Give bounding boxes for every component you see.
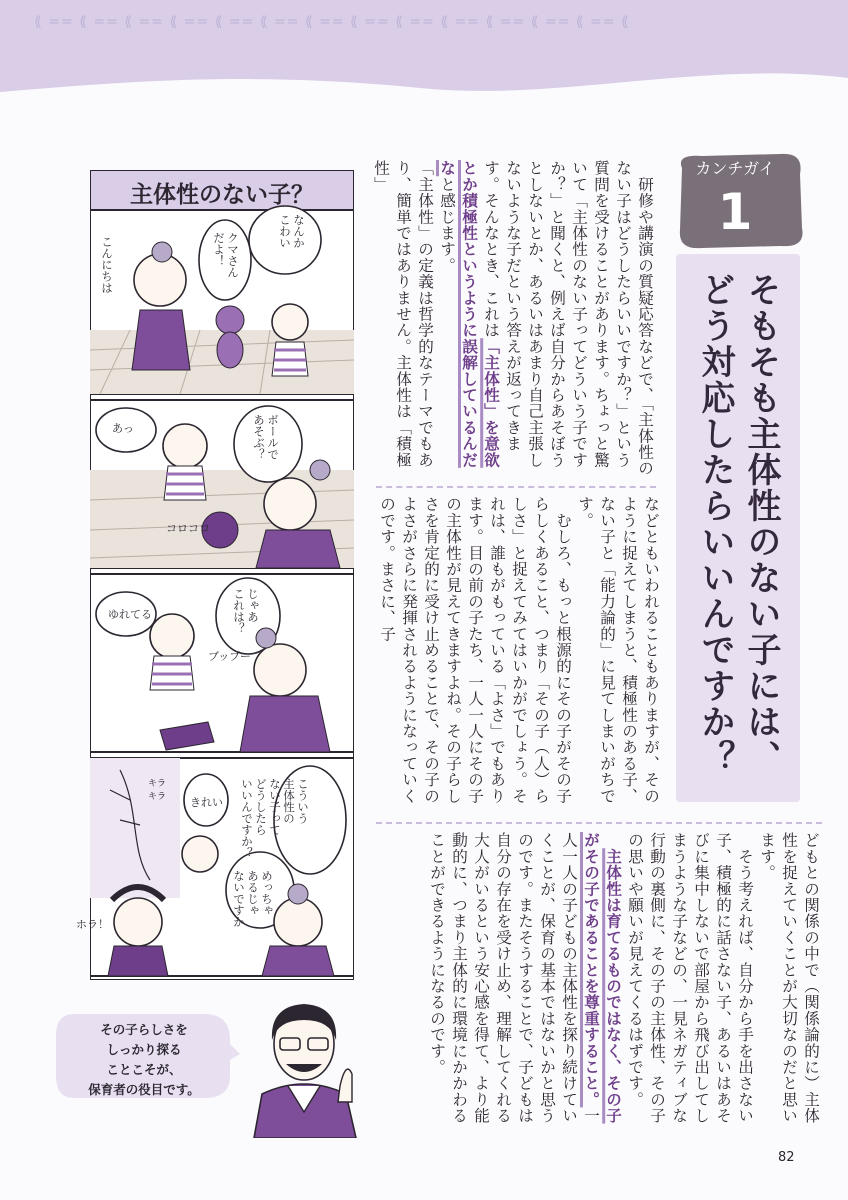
speech-bubble: ゆれてる [108, 608, 152, 621]
comic-title: 主体性のない子？ [130, 182, 314, 208]
speech-bubble: めっちゃ あるじゃ ないですか [232, 870, 274, 928]
kanchigai-number: 1 [717, 183, 753, 241]
body-text: 研修や講演の質疑応答などで、「主体性のない子はどうしたらいいですか？」という質問を受けることがあります。ちょっと驚いて「主体性のない子ってどういう子ですか？」と聞くと、例えば自分からあそぼうとしないとか、あるいはあまり自己主張しないような子だという答えが返ってきます。そんなとき、これは [482, 160, 654, 477]
speech-bubble: きれい [190, 796, 223, 809]
body-text: どもとの関係の中で（関係論的に）主体性を捉えていくことが大切なのだと思います。 そう考えれば、自分から手を出さない子、積極的に話さない子、あるいはあそびに集中しないで部屋から飛び出してしまうような子などの、一見ネガティブな行動の裏側に、その子の主体性、その子の思いや願いが見えてくるはずです。 [626, 832, 820, 1124]
callout-line: その子らしさを [100, 1022, 188, 1037]
sound-effect: コロコロ [166, 522, 210, 535]
page-number: 82 [778, 1150, 795, 1165]
speech-bubble: なんか こわい [278, 214, 306, 249]
body-section-2: などともいわれることもありますが、そのように捉えてしまうと、積極性のある子、ない子と「能力論的」に見てしまいがちです。 むしろ、もっと根源的にその子がその子らしくあること、つまり「その子（人）らしさ」と捉えてみてはいかがでしょう。それは、誰もがもっている「よさ」でもあります。目の前の子たち、一人一人にその子の主体性が見えてきますよね。その子らしさを肯定的に受け止めることで、その子のよさがさらに発揮されるようになっていくのです。まさに、子 [378, 496, 660, 804]
speech-bubble: こういう 主体性の ない子って どうしたら いいんですか？ [240, 778, 310, 859]
callout-line: ことこそが、 [106, 1062, 182, 1077]
chevron-pattern: ⟪ == ⟪ == ⟪ == ⟪ == ⟪ == ⟪ == ⟪ == ⟪ == ⟪ == ⟪ == ⟪ == ⟪ == ⟪ == ⟪ [34, 14, 630, 30]
emphasis-text: 主体性は育てるものではなく、その子がその子であることを尊重すること。 [582, 832, 622, 1124]
sound-effect: こんにちは [100, 236, 114, 294]
sound-effect: ホラ！ [76, 918, 109, 931]
sound-effect: キラ キラ [148, 779, 167, 802]
speech-bubble: じゃあ これは？ [232, 588, 260, 634]
body-text: 一人一人の子どもの主体性を探り続けていくことが、保育の基本ではないかと思うのです。またそうすることで、子どもは自分の存在を受け止め、理解してくれる大人がいるという安心感を得て、より能動的に、つまり主体的に環境にかかわることができるようになるのです。 [428, 832, 600, 1124]
body-text: 「主体性」の定義は哲学的なテーマでもあり、簡単ではありません。主体性は「積極性」 [372, 160, 434, 468]
emphasis-text: 「主体性」を意欲とか積極性というように誤解しているんだな [438, 160, 500, 468]
body-section-1 [372, 160, 656, 480]
title-line-2: どう対応したらいいんですか？ [695, 272, 735, 776]
speech-bubble: あっ [112, 422, 134, 435]
callout-line: 保育者の役目です。 [88, 1082, 200, 1097]
title-line-1: そもそも主体性のない子には、 [741, 272, 781, 776]
divider [376, 486, 656, 488]
speech-bubble: ボールで あそぶ？ [252, 414, 280, 460]
divider [376, 822, 822, 824]
sound-effect: ブッブー [208, 650, 251, 663]
author-illustration [244, 990, 366, 1138]
comic-panel-4 [90, 758, 354, 976]
body-section-3 [376, 832, 822, 1138]
speech-bubble: クマさん だよ！ [212, 232, 240, 278]
comic-strip [90, 170, 354, 980]
callout-line: しっかり探る [106, 1042, 182, 1057]
body-text: と感じます。 [438, 176, 456, 274]
kanchigai-label: カンチガイ [695, 159, 775, 178]
